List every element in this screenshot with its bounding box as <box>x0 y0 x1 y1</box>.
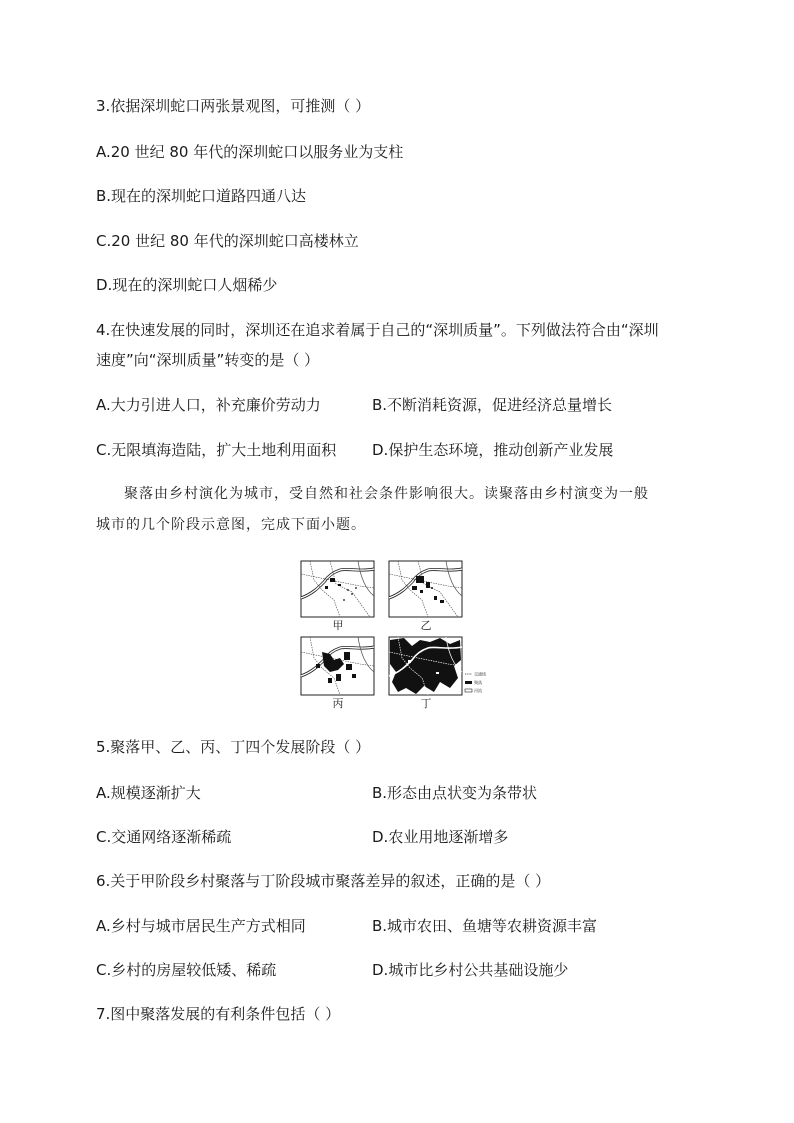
q4-option-d: D.保护生态环境，推动创新产业发展 <box>372 441 614 459</box>
q5-option-c: C.交通网络逐渐稀疏 <box>96 828 232 846</box>
q6-option-c: C.乡村的房屋较低矮、稀疏 <box>96 961 277 979</box>
map-yi <box>389 561 462 617</box>
q5-option-a: A.规模逐渐扩大 <box>96 784 201 802</box>
q7-stem: 7.图中聚落发展的有利条件包括（ ） <box>96 1005 341 1023</box>
map-label-ding: 丁 <box>420 697 432 710</box>
legend-settlement: 聚落 <box>474 680 482 685</box>
q4-option-a: A.大力引进人口，补充廉价劳动力 <box>96 396 321 414</box>
q4-option-c: C.无限填海造陆，扩大土地利用面积 <box>96 441 337 459</box>
map-legend <box>465 671 486 694</box>
q4-option-b: B.不断消耗资源，促进经济总量增长 <box>372 396 613 414</box>
q4-stem-line2: 速度”向“深圳质量”转变的是（ ） <box>96 351 320 369</box>
q5-option-d: D.农业用地逐渐增多 <box>372 828 509 846</box>
q6-option-d: D.城市比乡村公共基础设施少 <box>372 961 569 979</box>
map-label-jia: 甲 <box>332 619 344 632</box>
intro-line2: 城市的几个阶段示意图，完成下面小题。 <box>96 517 366 533</box>
settlement-maps <box>300 560 500 712</box>
q3-option-a: A.20 世纪 80 年代的深圳蛇口以服务业为支柱 <box>96 143 404 161</box>
map-label-yi: 乙 <box>420 619 432 632</box>
q6-option-b: B.城市农田、鱼塘等农耕资源丰富 <box>372 917 598 935</box>
legend-river-icon <box>465 689 472 692</box>
map-jia <box>301 561 374 617</box>
q3-option-c: C.20 世纪 80 年代的深圳蛇口高楼林立 <box>96 232 359 250</box>
q6-stem: 6.关于甲阶段乡村聚落与丁阶段城市聚落差异的叙述，正确的是（ ） <box>96 872 551 890</box>
legend-settlement-icon <box>465 681 472 684</box>
legend-river: 河流 <box>474 688 482 693</box>
map-bing <box>301 637 374 695</box>
q6-option-a: A.乡村与城市居民生产方式相同 <box>96 917 306 935</box>
q4-stem-line1: 4.在快速发展的同时，深圳还在追求着属于自己的“深圳质量”。下列做法符合由“深圳 <box>96 321 659 339</box>
settlement-figure <box>300 560 500 712</box>
q5-option-b: B.形态由点状变为条带状 <box>372 784 538 802</box>
map-label-bing: 丙 <box>332 697 344 710</box>
q3-option-d: D.现在的深圳蛇口人烟稀少 <box>96 276 278 294</box>
map-ding <box>389 637 462 695</box>
q3-option-b: B.现在的深圳蛇口道路四通八达 <box>96 187 307 205</box>
q5-stem: 5.聚落甲、乙、丙、丁四个发展阶段（ ） <box>96 738 371 756</box>
legend-traffic: 交通线 <box>474 671 486 677</box>
intro-line1: 聚落由乡村演化为城市，受自然和社会条件影响很大。读聚落由乡村演变为一般 <box>124 486 649 502</box>
q3-stem: 3.依据深圳蛇口两张景观图，可推测（ ） <box>96 97 371 115</box>
